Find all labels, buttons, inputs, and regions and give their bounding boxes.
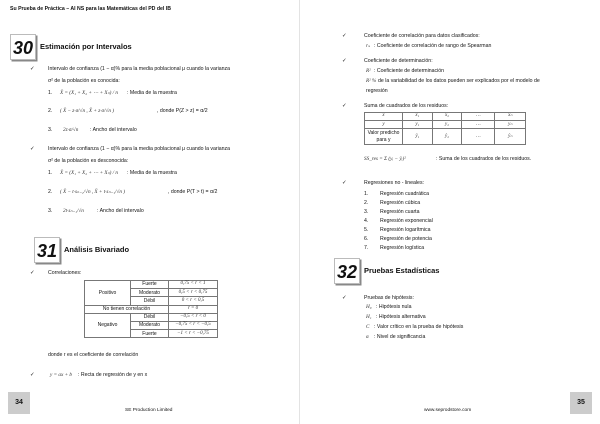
list-number: 4. xyxy=(364,218,369,224)
right-page xyxy=(300,0,600,424)
list-number: 5. xyxy=(364,227,369,233)
table-cell: −0,5 < r < 0 xyxy=(169,313,218,321)
table-cell: y xyxy=(365,121,403,129)
table-cell: ŷₙ xyxy=(495,129,526,145)
regression-text: : Recta de regresión de y en x xyxy=(78,372,148,378)
check-icon: ✓ xyxy=(30,372,35,378)
table-cell xyxy=(365,129,403,145)
table-cell: −1 < r < −0,75 xyxy=(169,330,218,338)
step-number: 2. xyxy=(48,189,53,195)
table-cell: Fuerte xyxy=(131,330,169,338)
list-item: Regresión cuadrática xyxy=(380,191,430,197)
correlation-table xyxy=(84,280,218,338)
formula: 2t·sₙ₋₁/√n xyxy=(63,208,84,214)
step-text: : Ancho del intervalo xyxy=(90,127,137,133)
section-number-30: 30 xyxy=(10,34,36,60)
step-number: 1. xyxy=(48,170,53,176)
list-item: Regresión de potencia xyxy=(380,236,432,242)
table-cell: ⋯ xyxy=(462,113,495,121)
table-row xyxy=(365,129,526,145)
item-nonlinear: Regresiones no - lineales: xyxy=(364,180,424,186)
formula: H₀ xyxy=(366,304,372,310)
list-number: 3. xyxy=(364,209,369,215)
list-item: Regresión logística xyxy=(380,245,425,251)
list-item: Regresión cúbica xyxy=(380,200,421,206)
step-number: 3. xyxy=(48,208,53,214)
residuals-table xyxy=(364,112,526,145)
table-cell: ⋯ xyxy=(462,129,495,145)
item-ss: Suma de cuadrados de los residuos: xyxy=(364,103,449,109)
table-cell: 0,75 < r < 1 xyxy=(169,281,218,289)
table-cell: −0,75 < r < −0,5 xyxy=(169,321,218,329)
table-cell: Débil xyxy=(131,313,169,321)
list-item: Regresión logarítmica xyxy=(380,227,431,233)
item-tests: Pruebas de hipótesis: xyxy=(364,295,414,301)
step-text: : Media de la muestra xyxy=(127,90,177,96)
check-icon: ✓ xyxy=(30,146,35,152)
table-cell: ⋯ xyxy=(462,121,495,129)
check-icon: ✓ xyxy=(342,103,347,109)
formula: R² % xyxy=(366,78,377,84)
table-row xyxy=(85,313,218,321)
correlaciones-label: Correlaciones: xyxy=(48,270,82,276)
check-icon: ✓ xyxy=(342,33,347,39)
ss-formula: SS_res = Σ (yᵢ − ŷᵢ)² xyxy=(364,156,406,162)
table-cell: x xyxy=(365,113,403,121)
table-cell: ŷ₂ xyxy=(432,129,462,145)
footer-website: www.seprodstore.com xyxy=(424,408,472,413)
table-cell: yₙ xyxy=(495,121,526,129)
table-cell: ŷ₁ xyxy=(403,129,433,145)
step-text: , donde P(T > t) = α/2 xyxy=(168,189,218,195)
list-number: 1. xyxy=(364,191,369,197)
step-number: 3. xyxy=(48,127,53,133)
item-determination: Coeficiente de determinación: xyxy=(364,58,433,64)
check-icon: ✓ xyxy=(342,58,347,64)
test-text: : Valor crítico en la prueba de hipótesis xyxy=(374,324,464,330)
table-cell: y₂ xyxy=(432,121,462,129)
item1-line2: σ² de la población es conocida: xyxy=(48,78,120,84)
section-title-32: Pruebas Estadísticas xyxy=(364,266,440,275)
formula: rₛ xyxy=(366,43,370,49)
formula: H₁ xyxy=(366,314,372,320)
check-icon: ✓ xyxy=(342,295,347,301)
table-row xyxy=(85,281,218,289)
section-title-31: Análisis Bivariado xyxy=(64,245,130,254)
item-classified: Coeficiente de correlación para datos clasificados: xyxy=(364,33,480,39)
check-icon: ✓ xyxy=(30,270,35,276)
table-cell: Moderato xyxy=(131,289,169,297)
item-det-sub1: : Coeficiente de determinación xyxy=(374,68,445,74)
section-number-32: 32 xyxy=(334,258,360,284)
step-number: 1. xyxy=(48,90,53,96)
table-row xyxy=(365,121,526,129)
formula: ( X̄ − z·σ/√n , X̄ + z·σ/√n ) xyxy=(60,108,114,114)
item1-line1: Intervalo de confianza (1 − α)% para la media poblacional μ cuando la varianza xyxy=(48,66,231,72)
correlation-note: donde r es el coeficiente de correlación xyxy=(48,352,139,358)
section-title-30: Estimación por Intervalos xyxy=(40,42,132,51)
step-text: , donde P(Z > z) = α/2 xyxy=(157,108,208,114)
list-number: 2. xyxy=(364,200,369,206)
item-det-sub2-line2: regresión xyxy=(366,88,388,94)
footer-publisher: SE Production Limited xyxy=(125,408,173,413)
page-number: 35 xyxy=(570,392,592,414)
item-classified-sub: : Coeficiente de correlación de rango de Spearman xyxy=(374,43,492,49)
table-row xyxy=(85,305,218,313)
table-row xyxy=(365,113,526,121)
ss-text: : Suma de los cuadrados de los residuos. xyxy=(436,156,532,162)
table-cell: 0 < r < 0,5 xyxy=(169,297,218,305)
table-cell: x₁ xyxy=(403,113,433,121)
check-icon: ✓ xyxy=(30,66,35,72)
pred-label-line2: para y xyxy=(376,136,391,143)
list-item: Regresión exponencial xyxy=(380,218,433,224)
formula: 2z·σ/√n xyxy=(63,127,79,133)
list-item: Regresión cuarta xyxy=(380,209,420,215)
step-text: : Ancho del intervalo xyxy=(97,208,144,214)
formula: C xyxy=(366,324,370,330)
table-cell: Positivo xyxy=(85,281,131,306)
regression-formula: y = ax + b xyxy=(50,372,72,378)
step-text: : Media de la muestra xyxy=(127,170,177,176)
formula: X̄ = (X₁ + X₂ + ⋯ + Xₙ) / n xyxy=(60,170,118,176)
formula: α xyxy=(366,334,369,340)
table-cell: Negativo xyxy=(85,313,131,338)
table-cell: No tienen correlación xyxy=(85,305,169,313)
item-det-sub2-line1: de la variabilidad de los datos pueden ser explicados por el modelo de xyxy=(378,78,540,84)
pred-label-line1: Valor predicho xyxy=(367,130,400,137)
table-cell: Fuerte xyxy=(131,281,169,289)
list-number: 6. xyxy=(364,236,369,242)
list-number: 7. xyxy=(364,245,369,251)
check-icon: ✓ xyxy=(342,180,347,186)
test-text: : Hipótesis alternativa xyxy=(376,314,426,320)
page-number: 34 xyxy=(8,392,30,414)
table-cell: x₂ xyxy=(432,113,462,121)
formula: R² xyxy=(366,68,371,74)
table-cell: r = 0 xyxy=(169,305,218,313)
section-number-31: 31 xyxy=(34,237,60,263)
running-head: Su Prueba de Práctica – AI NS para las Matemáticas del PD del IB xyxy=(10,6,171,12)
table-cell: y₁ xyxy=(403,121,433,129)
formula: X̄ = (X₁ + X₂ + ⋯ + Xₙ) / n xyxy=(60,90,118,96)
test-text: : Nivel de significancia xyxy=(374,334,426,340)
table-cell: xₙ xyxy=(495,113,526,121)
table-cell: 0,5 < r < 0,75 xyxy=(169,289,218,297)
table-cell: Débil xyxy=(131,297,169,305)
test-text: : Hipótesis nula xyxy=(376,304,412,310)
table-cell: Moderato xyxy=(131,321,169,329)
item2-line1: Intervalo de confianza (1 − α)% para la media poblacional μ cuando la varianza xyxy=(48,146,231,152)
item2-line2: σ² de la población es desconocida: xyxy=(48,158,129,164)
formula: ( X̄ − t·sₙ₋₁/√n , X̄ + t·sₙ₋₁/√n ) xyxy=(60,189,125,195)
step-number: 2. xyxy=(48,108,53,114)
